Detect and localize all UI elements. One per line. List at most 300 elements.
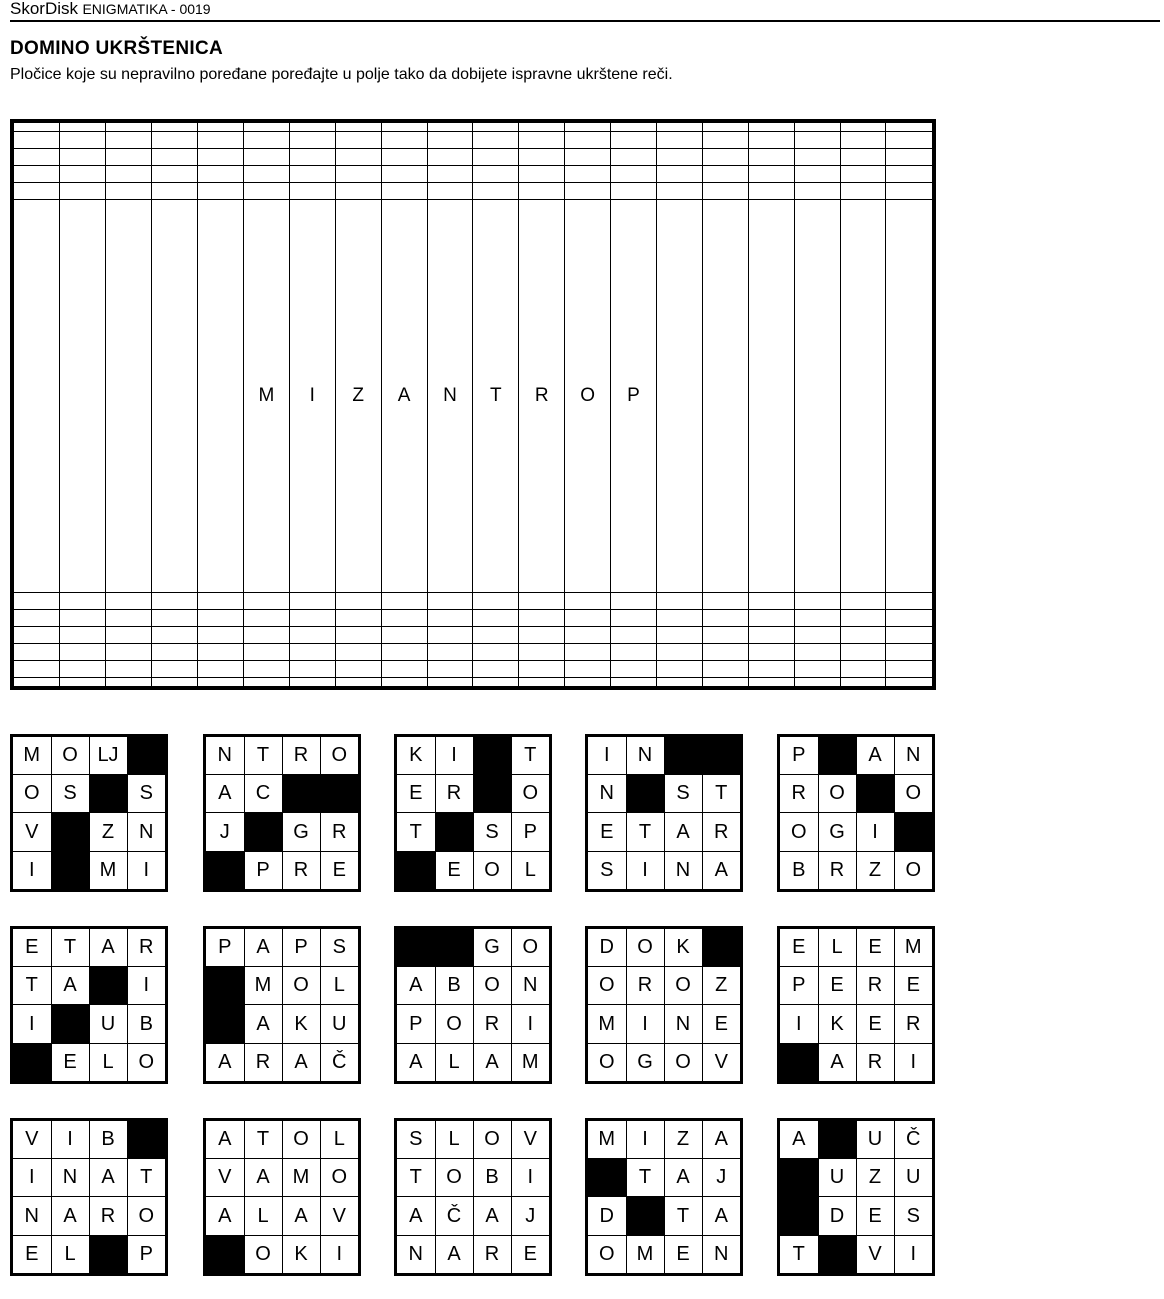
board-cell[interactable]	[794, 166, 840, 183]
tile-letter-cell: I	[511, 1159, 549, 1197]
domino-tile[interactable]	[10, 1118, 168, 1276]
board-cell[interactable]	[243, 643, 289, 660]
tile-black-cell	[435, 929, 473, 967]
board-cell[interactable]	[840, 677, 886, 686]
tile-letter-cell: B	[473, 1159, 511, 1197]
domino-tile[interactable]	[203, 1118, 361, 1276]
board-cell[interactable]	[152, 643, 198, 660]
board-cell[interactable]	[794, 609, 840, 626]
board-cell[interactable]	[886, 149, 932, 166]
brand-name: SkorDisk	[10, 0, 79, 18]
board-cell[interactable]	[794, 183, 840, 200]
board-cell[interactable]	[152, 626, 198, 643]
board-cell[interactable]	[611, 132, 657, 149]
board-cell[interactable]	[427, 626, 473, 643]
board-cell[interactable]	[794, 592, 840, 609]
board-cell[interactable]	[243, 132, 289, 149]
board-cell[interactable]	[106, 677, 152, 686]
board-cell[interactable]	[702, 149, 748, 166]
tile-letter-cell: A	[244, 1159, 282, 1197]
board-cell[interactable]	[519, 149, 565, 166]
domino-tile[interactable]	[394, 1118, 552, 1276]
board-cell[interactable]	[243, 626, 289, 643]
board-cell[interactable]	[656, 166, 702, 183]
board-cell[interactable]	[60, 592, 106, 609]
board-cell[interactable]	[106, 200, 152, 592]
board-cell[interactable]	[335, 626, 381, 643]
board-cell[interactable]	[886, 592, 932, 609]
board-cell[interactable]	[656, 660, 702, 677]
board-cell[interactable]	[656, 626, 702, 643]
tile-letter-cell: U	[856, 1121, 894, 1159]
board-cell[interactable]	[656, 183, 702, 200]
board-cell[interactable]	[289, 626, 335, 643]
board-cell[interactable]	[840, 592, 886, 609]
board-cell[interactable]	[60, 626, 106, 643]
board-cell[interactable]	[60, 183, 106, 200]
board-cell[interactable]	[152, 149, 198, 166]
board-cell[interactable]	[106, 132, 152, 149]
board-cell[interactable]	[152, 592, 198, 609]
board-cell[interactable]	[427, 123, 473, 132]
board-cell[interactable]	[702, 123, 748, 132]
tile-letter-cell: T	[511, 737, 549, 775]
board-cell[interactable]	[14, 166, 60, 183]
board-cell[interactable]	[60, 200, 106, 592]
board-cell-given[interactable]: Z	[335, 200, 381, 592]
board-cell[interactable]	[611, 149, 657, 166]
board-cell[interactable]	[427, 166, 473, 183]
board-cell[interactable]	[152, 183, 198, 200]
board-cell[interactable]	[519, 132, 565, 149]
tile-letter-cell: V	[206, 1159, 244, 1197]
board-cell[interactable]	[243, 149, 289, 166]
board-cell[interactable]	[565, 660, 611, 677]
tile-letter-cell: T	[397, 813, 435, 851]
board-cell[interactable]	[519, 677, 565, 686]
board-cell[interactable]	[152, 677, 198, 686]
board-cell-given[interactable]: M	[243, 200, 289, 592]
tile-letter-cell: I	[13, 1159, 51, 1197]
board-cell[interactable]	[427, 643, 473, 660]
domino-tile[interactable]	[203, 926, 361, 1084]
board-cell[interactable]	[565, 166, 611, 183]
tile-black-cell	[780, 1159, 818, 1197]
board-cell[interactable]	[60, 609, 106, 626]
board-cell[interactable]	[427, 660, 473, 677]
board-cell[interactable]	[794, 123, 840, 132]
board-cell[interactable]	[473, 677, 519, 686]
board-cell[interactable]	[335, 183, 381, 200]
board-cell[interactable]	[748, 609, 794, 626]
board-cell[interactable]	[886, 123, 932, 132]
board-cell[interactable]	[565, 132, 611, 149]
board-cell[interactable]	[198, 660, 244, 677]
board-cell[interactable]	[427, 149, 473, 166]
board-cell[interactable]	[289, 609, 335, 626]
board-cell[interactable]	[60, 677, 106, 686]
board-cell[interactable]	[14, 643, 60, 660]
board-cell[interactable]	[289, 643, 335, 660]
domino-tile[interactable]	[394, 734, 552, 892]
board-cell[interactable]	[335, 660, 381, 677]
board-cell[interactable]	[748, 123, 794, 132]
tile-black-cell	[89, 1235, 127, 1273]
board-cell[interactable]	[611, 643, 657, 660]
board-cell[interactable]	[886, 166, 932, 183]
board-cell[interactable]	[335, 166, 381, 183]
board-cell[interactable]	[106, 183, 152, 200]
tile-letter-cell: T	[13, 967, 51, 1005]
tile-black-cell	[397, 929, 435, 967]
board-cell[interactable]	[289, 677, 335, 686]
domino-tile[interactable]	[777, 734, 935, 892]
board-cell[interactable]	[519, 123, 565, 132]
board-cell[interactable]	[611, 123, 657, 132]
board-cell[interactable]	[794, 643, 840, 660]
board-cell[interactable]	[198, 123, 244, 132]
board-cell-given[interactable]: T	[473, 200, 519, 592]
tile-letter-cell: I	[856, 813, 894, 851]
board-cell[interactable]	[381, 123, 427, 132]
board-cell[interactable]	[748, 149, 794, 166]
board-cell[interactable]	[289, 592, 335, 609]
board-cell[interactable]	[519, 660, 565, 677]
board-cell[interactable]	[748, 132, 794, 149]
board-cell[interactable]	[565, 643, 611, 660]
board-cell[interactable]	[519, 643, 565, 660]
tile-black-cell	[473, 737, 511, 775]
board-cell[interactable]	[427, 592, 473, 609]
board-cell[interactable]	[381, 592, 427, 609]
board-cell[interactable]	[60, 166, 106, 183]
board-cell[interactable]	[106, 592, 152, 609]
board-cell[interactable]	[519, 183, 565, 200]
board-cell[interactable]	[335, 149, 381, 166]
domino-tile[interactable]	[585, 1118, 743, 1276]
board-cell[interactable]	[14, 626, 60, 643]
board-cell[interactable]	[473, 183, 519, 200]
domino-tile[interactable]	[10, 734, 168, 892]
board-cell-given[interactable]: R	[519, 200, 565, 592]
board-cell[interactable]	[702, 592, 748, 609]
board-cell[interactable]	[702, 660, 748, 677]
board-cell[interactable]	[243, 123, 289, 132]
board-cell[interactable]	[748, 200, 794, 592]
board-cell[interactable]	[106, 149, 152, 166]
domino-tile[interactable]	[585, 926, 743, 1084]
board-cell[interactable]	[14, 660, 60, 677]
tile-letter-cell: A	[89, 929, 127, 967]
board-cell[interactable]	[519, 592, 565, 609]
tile-letter-cell: A	[51, 1197, 89, 1235]
board-cell[interactable]	[14, 609, 60, 626]
board-cell[interactable]	[611, 660, 657, 677]
board-cell[interactable]	[198, 132, 244, 149]
tile-letter-cell: R	[89, 1197, 127, 1235]
board-cell[interactable]	[106, 626, 152, 643]
board-cell[interactable]	[381, 183, 427, 200]
board-cell[interactable]	[656, 592, 702, 609]
tile-letter-cell: A	[397, 1043, 435, 1081]
board-cell[interactable]	[152, 132, 198, 149]
board-cell-given[interactable]: I	[289, 200, 335, 592]
tile-letter-cell: B	[780, 851, 818, 889]
board-cell[interactable]	[152, 166, 198, 183]
board-cell[interactable]	[702, 677, 748, 686]
board-cell[interactable]	[14, 123, 60, 132]
board-cell[interactable]	[473, 149, 519, 166]
board-cell[interactable]	[702, 183, 748, 200]
board-cell[interactable]	[335, 643, 381, 660]
board-cell[interactable]	[335, 592, 381, 609]
board-cell[interactable]	[152, 123, 198, 132]
board-cell[interactable]	[565, 183, 611, 200]
board-cell[interactable]	[748, 626, 794, 643]
board-cell[interactable]	[473, 609, 519, 626]
tile-black-cell	[89, 967, 127, 1005]
board-cell[interactable]	[611, 609, 657, 626]
board-cell[interactable]	[427, 677, 473, 686]
board-cell[interactable]	[702, 166, 748, 183]
domino-tile[interactable]	[394, 926, 552, 1084]
board-cell[interactable]	[840, 200, 886, 592]
board-cell[interactable]	[702, 643, 748, 660]
board-cell[interactable]	[840, 149, 886, 166]
board-cell[interactable]	[289, 183, 335, 200]
board-cell[interactable]	[886, 660, 932, 677]
board-cell[interactable]	[14, 132, 60, 149]
tile-letter-cell: A	[664, 1159, 702, 1197]
board-cell[interactable]	[656, 643, 702, 660]
board-cell[interactable]	[381, 132, 427, 149]
tile-letter-cell: E	[856, 1197, 894, 1235]
board-cell[interactable]	[473, 166, 519, 183]
board-cell[interactable]	[794, 132, 840, 149]
board-cell-given[interactable]: N	[427, 200, 473, 592]
board-cell[interactable]	[840, 123, 886, 132]
board-cell[interactable]	[335, 123, 381, 132]
board-cell[interactable]	[243, 609, 289, 626]
tile-letter-cell: S	[664, 775, 702, 813]
board-cell[interactable]	[748, 166, 794, 183]
tile-letter-cell: E	[818, 967, 856, 1005]
board-cell[interactable]	[243, 660, 289, 677]
board-cell[interactable]	[198, 626, 244, 643]
board-cell[interactable]	[794, 626, 840, 643]
board-cell[interactable]	[886, 677, 932, 686]
board-cell[interactable]	[473, 123, 519, 132]
tile-letter-cell: N	[397, 1235, 435, 1273]
board-cell[interactable]	[243, 183, 289, 200]
board-cell[interactable]	[60, 123, 106, 132]
board-cell[interactable]	[656, 677, 702, 686]
board-cell[interactable]	[335, 609, 381, 626]
board-cell-given[interactable]: P	[611, 200, 657, 592]
board-cell[interactable]	[427, 609, 473, 626]
board-cell[interactable]	[702, 200, 748, 592]
board-cell[interactable]	[427, 132, 473, 149]
board-cell[interactable]	[473, 592, 519, 609]
tile-letter-cell: K	[397, 737, 435, 775]
board-cell[interactable]	[60, 132, 106, 149]
board-cell[interactable]	[702, 132, 748, 149]
board-cell[interactable]	[886, 643, 932, 660]
board-cell[interactable]	[381, 677, 427, 686]
board-cell[interactable]	[243, 166, 289, 183]
board-cell[interactable]	[702, 626, 748, 643]
tile-black-cell	[89, 775, 127, 813]
board-cell[interactable]	[381, 626, 427, 643]
board-cell[interactable]	[14, 149, 60, 166]
board-cell[interactable]	[611, 626, 657, 643]
board-cell[interactable]	[794, 677, 840, 686]
board-cell[interactable]	[198, 166, 244, 183]
board-cell[interactable]	[289, 660, 335, 677]
board-cell[interactable]	[289, 149, 335, 166]
board-cell[interactable]	[106, 643, 152, 660]
board-cell[interactable]	[748, 643, 794, 660]
board-cell[interactable]	[60, 660, 106, 677]
board-cell[interactable]	[335, 132, 381, 149]
board-cell[interactable]	[886, 183, 932, 200]
board-cell[interactable]	[656, 200, 702, 592]
board-cell[interactable]	[565, 609, 611, 626]
board-cell[interactable]	[381, 166, 427, 183]
board-cell[interactable]	[335, 677, 381, 686]
puzzle-board	[10, 119, 936, 690]
board-cell[interactable]	[381, 643, 427, 660]
board-cell[interactable]	[840, 166, 886, 183]
board-cell[interactable]	[427, 183, 473, 200]
board-cell[interactable]	[611, 183, 657, 200]
board-cell[interactable]	[886, 132, 932, 149]
board-cell[interactable]	[381, 149, 427, 166]
board-cell[interactable]	[106, 123, 152, 132]
board-cell[interactable]	[152, 200, 198, 592]
board-cell[interactable]	[14, 200, 60, 592]
domino-tile[interactable]	[585, 734, 743, 892]
tile-letter-cell: T	[626, 1159, 664, 1197]
board-cell[interactable]	[840, 132, 886, 149]
board-cell[interactable]	[198, 643, 244, 660]
board-cell[interactable]	[198, 183, 244, 200]
board-cell-given[interactable]: O	[565, 200, 611, 592]
board-cell[interactable]	[14, 592, 60, 609]
board-cell[interactable]	[198, 200, 244, 592]
board-cell[interactable]	[473, 626, 519, 643]
board-cell[interactable]	[565, 123, 611, 132]
board-cell[interactable]	[198, 609, 244, 626]
board-cell[interactable]	[198, 592, 244, 609]
tile-letter-cell: R	[473, 1005, 511, 1043]
board-cell[interactable]	[106, 609, 152, 626]
board-cell[interactable]	[886, 200, 932, 592]
board-cell[interactable]	[565, 592, 611, 609]
board-cell[interactable]	[656, 123, 702, 132]
board-cell[interactable]	[748, 677, 794, 686]
domino-tile[interactable]	[777, 1118, 935, 1276]
board-cell[interactable]	[381, 609, 427, 626]
board-cell[interactable]	[611, 677, 657, 686]
board-cell[interactable]	[748, 660, 794, 677]
board-cell[interactable]	[106, 660, 152, 677]
tile-letter-cell: I	[51, 1121, 89, 1159]
board-cell[interactable]	[794, 149, 840, 166]
tile-letter-cell: I	[13, 851, 51, 889]
board-cell[interactable]	[565, 626, 611, 643]
board-cell[interactable]	[60, 643, 106, 660]
board-cell[interactable]	[840, 660, 886, 677]
tile-letter-cell: A	[206, 1197, 244, 1235]
board-cell[interactable]	[748, 183, 794, 200]
board-cell[interactable]	[611, 592, 657, 609]
tile-letter-cell: T	[626, 813, 664, 851]
board-cell[interactable]	[840, 626, 886, 643]
board-cell[interactable]	[106, 166, 152, 183]
domino-tile[interactable]	[777, 926, 935, 1084]
board-cell[interactable]	[840, 609, 886, 626]
board-cell[interactable]	[656, 609, 702, 626]
board-cell[interactable]	[198, 677, 244, 686]
domino-tile[interactable]	[10, 926, 168, 1084]
tile-letter-cell: A	[244, 1005, 282, 1043]
board-cell[interactable]	[519, 626, 565, 643]
board-cell[interactable]	[473, 643, 519, 660]
tile-letter-cell: Č	[435, 1197, 473, 1235]
board-cell[interactable]	[152, 660, 198, 677]
tile-letter-cell: G	[818, 813, 856, 851]
board-cell-given[interactable]: A	[381, 200, 427, 592]
board-cell[interactable]	[60, 149, 106, 166]
board-cell[interactable]	[289, 166, 335, 183]
board-cell[interactable]	[748, 592, 794, 609]
board-cell[interactable]	[519, 609, 565, 626]
board-cell[interactable]	[886, 626, 932, 643]
board-cell[interactable]	[840, 183, 886, 200]
board-cell[interactable]	[152, 609, 198, 626]
board-cell[interactable]	[473, 660, 519, 677]
board-cell[interactable]	[243, 592, 289, 609]
domino-tile[interactable]	[203, 734, 361, 892]
board-cell[interactable]	[243, 677, 289, 686]
board-cell[interactable]	[702, 609, 748, 626]
board-cell[interactable]	[565, 149, 611, 166]
board-cell[interactable]	[289, 123, 335, 132]
board-cell[interactable]	[794, 660, 840, 677]
tile-letter-cell: E	[13, 929, 51, 967]
board-cell[interactable]	[519, 166, 565, 183]
tile-letter-cell: S	[588, 851, 626, 889]
board-cell[interactable]	[611, 166, 657, 183]
board-cell[interactable]	[14, 183, 60, 200]
board-cell[interactable]	[565, 677, 611, 686]
board-cell[interactable]	[198, 149, 244, 166]
board-cell[interactable]	[794, 200, 840, 592]
board-cell[interactable]	[656, 149, 702, 166]
board-cell[interactable]	[381, 660, 427, 677]
tile-black-cell	[206, 1005, 244, 1043]
board-cell[interactable]	[840, 643, 886, 660]
tile-black-cell	[51, 1005, 89, 1043]
tile-letter-cell: R	[127, 929, 165, 967]
board-cell[interactable]	[14, 677, 60, 686]
board-cell[interactable]	[886, 609, 932, 626]
tile-black-cell	[780, 1043, 818, 1081]
board-cell[interactable]	[656, 132, 702, 149]
board-cell[interactable]	[473, 132, 519, 149]
board-cell[interactable]	[289, 132, 335, 149]
